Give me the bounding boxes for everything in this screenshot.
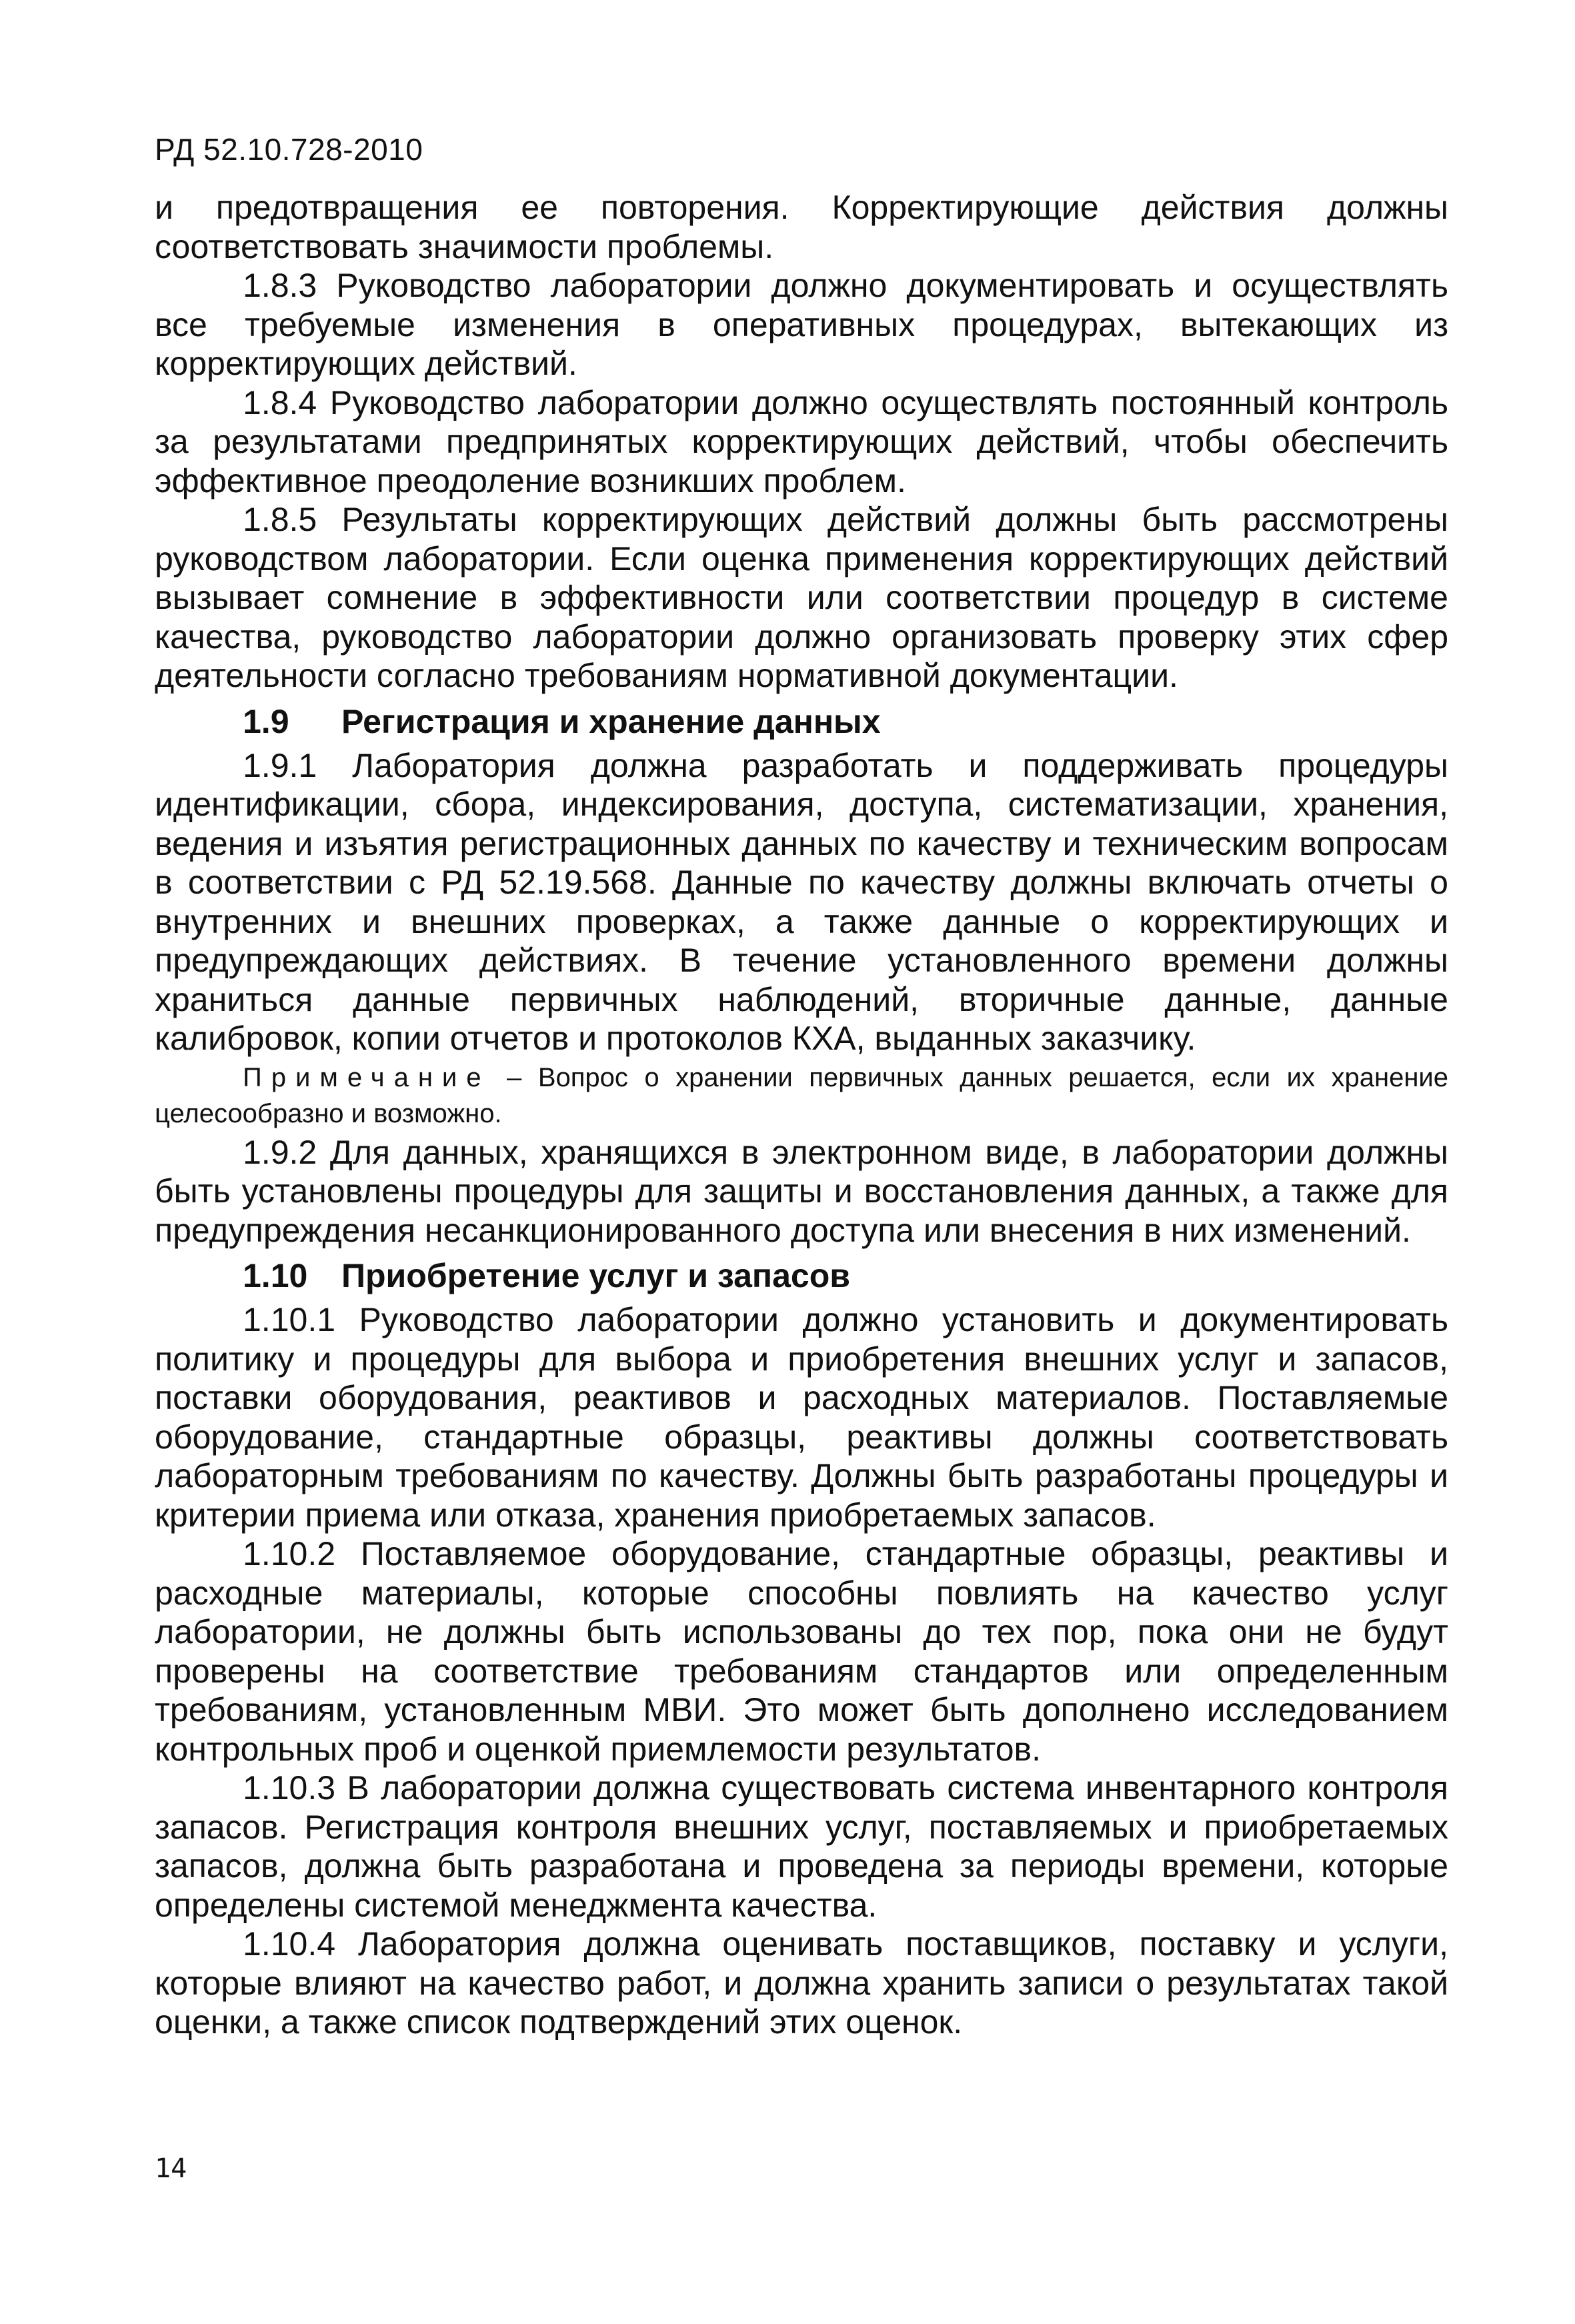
section-number: 1.9 [243,702,289,740]
section-number: 1.10 [243,1257,308,1294]
document-body [155,188,1448,2042]
paragraph-1-10-4: 1.10.4 Лаборатория должна оценивать поставщиков, поставку и услуги, которые влияют на качество работ, и должна хранить записи о результатах такой оценки, а также список подтверждений этих оценок. [155,1925,1448,2041]
paragraph-continuation: и предотвращения ее повторения. Корректирующие действия должны соответствовать значимости проблемы. [155,189,1448,265]
note [155,1060,1448,1132]
note-label: Примечание [243,1062,491,1092]
paragraph-1-10-3: 1.10.3 В лаборатории должна существовать система инвентарного контроля запасов. Регистрация контроля внешних услуг, поставляемых и приобретаемых запасов, должна быть разработана и проведена за периоды времени, которые определены системой менеджмента качества. [155,1769,1448,1924]
paragraph-1-8-3: 1.8.3 Руководство лаборатории должно документировать и осуществлять все требуемые изменения в оперативных процедурах, вытекающих из корректирующих действий. [155,267,1448,382]
section-heading-1-10 [155,1255,1448,1296]
page-number: 14 [155,2153,187,2184]
paragraph-1-8-4: 1.8.4 Руководство лаборатории должно осуществлять постоянный контроль за результатами предпринятых корректирующих действий, чтобы обеспечить эффективное преодоление возникших проблем. [155,383,1448,499]
section-title: Регистрация и хранение данных [341,702,881,740]
paragraph-1-9-2: 1.9.2 Для данных, хранящихся в электронном виде, в лаборатории должны быть установлены процедуры для защиты и восстановления данных, а также для предупреждения несанкционированного доступа или внесения в них изменений. [155,1133,1448,1249]
paragraph-1-8-5: 1.8.5 Результаты корректирующих действий должны быть рассмотрены руководством лаборатории. Если оценка применения корректирующих действий вызывает сомнение в эффективности или соответствии процедур в системе качества, руководство лаборатории должно организовать проверку этих сфер деятельности согласно требованиям нормативной документации. [155,501,1448,694]
note-text: – Вопрос о хранении первичных данных решается, если их хранение целесообразно и возможно. [155,1062,1448,1128]
paragraph-1-10-1: 1.10.1 Руководство лаборатории должно установить и документировать политику и процедуры для выбора и приобретения внешних услуг и запасов, поставки оборудования, реактивов и расходных материалов. Поставляемые оборудование, стандартные образцы, реактивы должны соответствовать лабораторным требованиям по качеству. Должны быть разработаны процедуры и критерии приема или отказа, хранения приобретаемых запасов. [155,1301,1448,1534]
document-code: РД 52.10.728-2010 [155,132,423,167]
paragraph-1-10-2: 1.10.2 Поставляемое оборудование, стандартные образцы, реактивы и расходные материалы, которые способны повлиять на качество услуг лаборатории, не должны быть использованы до тех пор, пока они не будут проверены на соответствие требованиям стандартов или определенным требованиям, установленным МВИ. Это может быть дополнено исследованием контрольных проб и оценкой приемлемости результатов. [155,1535,1448,1768]
section-heading-1-9 [155,701,1448,742]
section-title: Приобретение услуг и запасов [341,1257,850,1294]
paragraph-1-9-1: 1.9.1 Лаборатория должна разработать и поддерживать процедуры идентификации, сбора, индексирования, доступа, систематизации, хранения, ведения и изъятия регистрационных данных по качеству и техническим вопросам в соответствии с РД 52.19.568. Данные по качеству должны включать отчеты о внутренних и внешних проверках, а также данные о корректирующих и предупреждающих действиях. В течение установленного времени должны храниться данные первичных наблюдений, вторичные данные, данные калибровок, копии отчетов и протоколов КХА, выданных заказчику. [155,746,1448,1057]
